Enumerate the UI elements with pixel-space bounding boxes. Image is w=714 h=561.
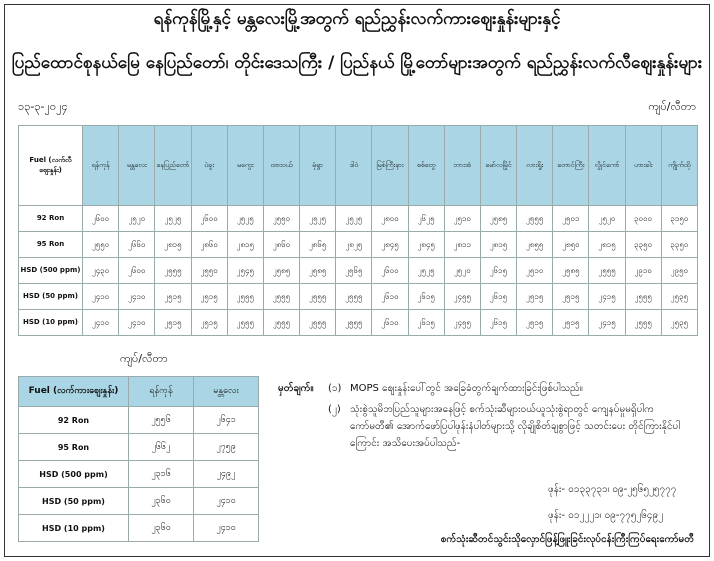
column-header-city: မော်လမြိုင် [480,126,516,206]
price-cell: ၂၅၂၅ [336,206,372,232]
column-header-city: ရန်ကုန် [83,126,119,206]
committee-signature: စက်သုံးဆီတင်သွင်းသိုလှောင်ဖြန့်ဖြူးခြင်းလုပ်ငန်းကြီးကြပ်ရေးကော်မတီ [440,534,694,545]
price-cell: ၂၅၅၅ [227,284,263,310]
price-cell: ၂၃၆၀ [129,488,194,515]
retail-price-table [18,125,698,336]
title-line-2: ပြည်ထောင်စုနယ်မြေ နေပြည်တော်၊ တိုင်းဒေသကြီး / ပြည်နယ် မြို့တော်များအတွက် ရည်ညွှန်းလက်လီဈေးနှုန်းများ [11,53,703,73]
price-cell: ၂၈၁၅ [155,232,191,258]
table-row [19,284,698,310]
price-cell: ၂၄၃၀ [83,258,119,284]
price-cell: ၂၈၁၅ [589,232,625,258]
price-cell: ၃၃၅၀ [625,232,661,258]
fuel-column-header: Fuel (လက်ကားဈေးနှုန်း) [19,377,129,407]
price-cell: ၂၅၁၀ [444,206,480,232]
column-header-city: ဟားခါး [625,126,661,206]
price-cell: ၂၅၅၅ [300,284,336,310]
price-cell: ၂၅၁၀ [517,258,553,284]
price-cell: ၂၅၁၅ [155,310,191,336]
price-cell: ၂၅၁၅ [553,284,589,310]
note-text: MOPS ဈေးနှုန်းပေါ်တွင် အခြေခံတွက်ချက်ထားခြင်းဖြစ်ပါသည်။ [350,383,583,394]
price-cell: ၂၅၅၅ [227,310,263,336]
column-header-city: မုံရွာ [300,126,336,206]
column-header-city: တောင်ကြီး [553,126,589,206]
price-cell: ၂၈၅၅ [517,232,553,258]
column-header-city: ဒါဝဲ [336,126,372,206]
price-cell: ၂၅၂၅ [408,258,444,284]
price-cell: ၃၃၅၀ [661,232,697,258]
column-header-city: လားရှိုး [517,126,553,206]
price-cell: ၂၄၁၀ [119,284,155,310]
price-cell: ၂၆၁၀ [372,284,408,310]
price-cell: ၂၆၁၅ [408,310,444,336]
price-cell: ၂၄၅၅ [444,310,480,336]
price-cell: ၂၅၅၅ [625,310,661,336]
price-cell: ၂၄၉၂ [194,461,259,488]
price-cell: ၂၅၆၅ [336,258,372,284]
table-row [19,434,259,461]
table-header-row [19,126,698,206]
fuel-type-cell: HSD (10 ppm) [19,310,83,336]
price-cell: ၂၃၆၀ [129,515,194,542]
fuel-column-header: Fuel (လက်လီဈေးနှုန်း) [19,126,83,206]
price-cell: ၂၈၆၀ [191,232,227,258]
price-cell: ၂၄၁၀ [83,310,119,336]
table-row [19,488,259,515]
price-cell: ၃၀၀၀ [625,206,661,232]
column-header-city: လွိုင်ကော် [589,126,625,206]
phone-number-1: ဖုန်း- ၀၁၃၃၇၃၁၊ ၀၉-၂၅၆၅၂၅၇၇၇ [548,484,677,495]
fuel-type-cell: HSD (50 ppm) [19,284,83,310]
price-cell: ၂၄၅၅ [444,284,480,310]
price-cell: ၂၅၁၅ [553,310,589,336]
price-cell: ၂၈၅၀ [553,232,589,258]
price-cell: ၂၅၅၅ [263,284,299,310]
price-cell: ၂၈၆၅ [300,232,336,258]
note-text: သုံးစွဲသူမိဘပြည်သူများအနေဖြင့် စက်သုံးဆီများဝယ်ယူသုံးစွဲရာတွင် ကျေနပ်မှုမရှိပါက ကော်မတီ၏ အောက်ဖော်ပြပါဖုန်းနံပါတ်များသို့ လိုချိုစိတ်ချစွာဖြင့် သတင်းပေး တိုင်ကြားနိုင်ပါကြောင်း အသိပေးအပ်ပါသည်- [350,404,680,449]
price-cell: ၂၅၃၅ [661,284,697,310]
table-body [19,206,698,336]
column-header-city: မြစ်ကြီးနား [372,126,408,206]
price-cell: ၂၅၁၅ [517,284,553,310]
fuel-type-cell: HSD (10 ppm) [19,515,129,542]
table-body [19,407,259,542]
price-cell: ၂၆၄၁ [194,407,259,434]
unit-label: ကျပ်/လီတာ [648,100,696,113]
price-cell: ၂၅၁၅ [155,284,191,310]
price-cell: ၂၈၄၅ [372,232,408,258]
price-cell: ၂၅၅၅ [336,284,372,310]
price-cell: ၂၆၆၀ [119,232,155,258]
column-header-city: ကျိုက်ထို [661,126,697,206]
price-cell: ၂၅၅၀ [83,232,119,258]
price-cell: ၂၈၆၀ [263,232,299,258]
column-header-city: ထားဝယ် [263,126,299,206]
price-cell: ၂၄၁၅ [589,284,625,310]
wholesale-unit-label: ကျပ်/လီတာ [120,352,168,365]
fuel-type-cell: HSD (500 ppm) [19,258,83,284]
fuel-type-cell: 95 Ron [19,434,129,461]
column-header-city: နေပြည်တော် [155,126,191,206]
price-cell: ၂၅၅၀ [263,206,299,232]
table-row [19,407,259,434]
price-cell: ၂၅၂၅ [300,206,336,232]
price-cell: ၂၉၅၀ [661,258,697,284]
price-cell: ၂၅၂၀ [589,206,625,232]
price-cell: ၂၈၂၅ [336,232,372,258]
table-row [19,206,698,232]
price-cell: ၂၄၁၅ [589,310,625,336]
note-number: (၁) [328,383,342,394]
price-cell: ၂၈၀၀ [372,206,408,232]
price-cell: ၂၆၀၀ [372,258,408,284]
column-header-city: ဘားအံ [444,126,480,206]
column-header-yangon: ရန်ကုန် [129,377,194,407]
phone-number-2: ဖုန်း- ၀၁၂၂၂၁၊ ၀၉-၇၇၅၂၆၄၉၂ [548,510,664,521]
table-row [19,232,698,258]
price-cell: ၂၅၁၅ [191,284,227,310]
price-cell: ၂၅၅၅ [155,258,191,284]
price-cell: ၂၅၅၅ [589,258,625,284]
price-cell: ၂၈၁၁ [444,232,480,258]
column-header-city: မကွေး [227,126,263,206]
table-row [19,461,259,488]
price-cell: ၂၅၅၆ [129,407,194,434]
price-cell: ၂၆၀၀ [83,206,119,232]
price-cell: ၂၆၆၂ [129,434,194,461]
price-cell: ၂၅၅၀ [191,258,227,284]
price-cell: ၂၉၁၀ [625,258,661,284]
fuel-type-cell: HSD (50 ppm) [19,488,129,515]
table-row [19,310,698,336]
price-cell: ၂၅၁၅ [191,310,227,336]
price-cell: ၂၇၅၉ [194,434,259,461]
price-cell: ၂၆၁၅ [480,284,516,310]
note-2 [278,401,698,452]
price-cell: ၂၅၁၅ [517,310,553,336]
price-cell: ၂၅၈၅ [263,258,299,284]
table-row [19,258,698,284]
price-cell: ၂၆၁၅ [480,310,516,336]
price-cell: ၂၆၀၀ [191,206,227,232]
fuel-type-cell: 92 Ron [19,407,129,434]
fuel-type-cell: HSD (500 ppm) [19,461,129,488]
fuel-type-cell: 95 Ron [19,232,83,258]
price-cell: ၂၅၃၅ [661,310,697,336]
price-cell: ၂၅၈၅ [553,258,589,284]
price-cell: ၂၅၈၅ [480,206,516,232]
price-cell: ၂၆၁၅ [480,258,516,284]
price-cell: ၂၅၂၀ [119,206,155,232]
wholesale-price-table [18,376,259,542]
price-cell: ၂၅၀၁ [553,206,589,232]
table-header-row [19,377,259,407]
price-cell: ၂၅၂၅ [155,206,191,232]
price-cell: ၂၅၈၅ [300,258,336,284]
price-cell: ၂၆၁၀ [372,310,408,336]
fuel-type-cell: 92 Ron [19,206,83,232]
price-cell: ၂၅၂၀ [444,258,480,284]
price-cell: ၂၅၅၅ [300,310,336,336]
note-number: (၂) [328,404,341,415]
title-line-1: ရန်ကုန်မြို့နှင့် မန္တလေးမြို့အတွက် ရည်ညွှန်းလက်ကားဈေးနှုန်းများနှင့် [153,9,561,29]
price-cell: ၂၆၁၅ [408,284,444,310]
price-cell: ၃၁၅၀ [661,206,697,232]
price-cell: ၂၄၁၀ [194,488,259,515]
note-1 [278,380,698,397]
price-cell: ၂၄၁၀ [119,310,155,336]
price-cell: ၂၄၁၀ [83,284,119,310]
price-cell: ၂၅၅၅ [517,206,553,232]
price-cell: ၂၈၁၅ [227,232,263,258]
column-header-city: ပဲခူး [191,126,227,206]
column-header-mandalay: မန္တလေး [194,377,259,407]
price-cell: ၂၅၅၅ [263,310,299,336]
price-cell: ၂၆၀၀ [119,258,155,284]
column-header-city: မန္တလေး [119,126,155,206]
price-cell: ၂၈၄၅ [408,232,444,258]
price-cell: ၂၅၂၅ [227,206,263,232]
price-cell: ၂၅၅၅ [336,310,372,336]
table-row [19,515,259,542]
price-cell: ၂၈၁၅ [480,232,516,258]
price-cell: ၂၅၄၅ [227,258,263,284]
date-label: ၁၃-၃-၂၀၂၄ [18,100,68,113]
price-cell: ၂၃၁၆ [129,461,194,488]
price-cell: ၂၆၂၅ [408,206,444,232]
column-header-city: စစ်တွေ [408,126,444,206]
notes-section [278,380,698,452]
notes-heading: မှတ်ချက်။ [278,383,314,394]
price-cell: ၂၄၁၀ [194,515,259,542]
price-cell: ၂၅၅၅ [625,284,661,310]
